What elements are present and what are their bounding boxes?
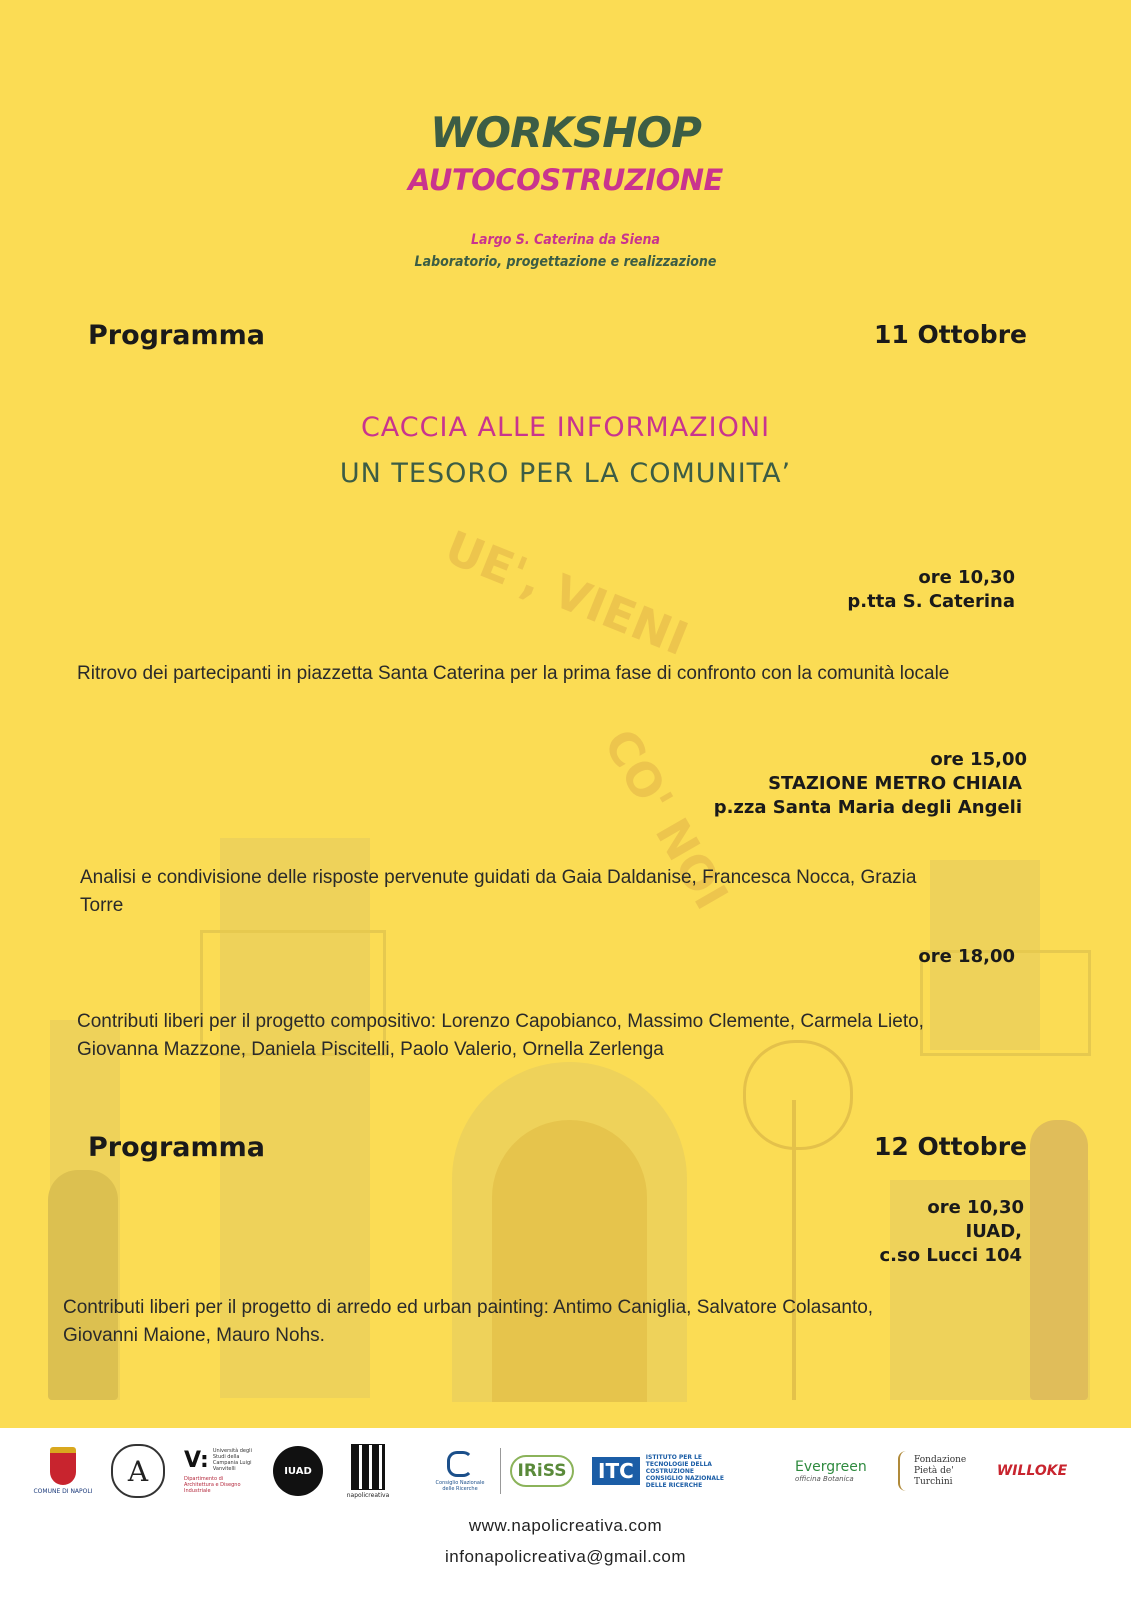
vanvitelli-mark: V: [184,1448,209,1473]
slot1-place: p.tta S. Caterina [847,591,1015,612]
slot2-description: Analisi e condivisione delle risposte pervenute guidati da Gaia Daldanise, Francesca Nocca, Grazia Torre [80,867,917,916]
logo-fondazione [898,1442,994,1500]
itc-text: ISTITUTO PER LE TECNOLOGIE DELLA COSTRUZIONE CONSIGLIO NAZIONALE DELLE RICERCHE [645,1453,724,1489]
fondazione-icon [898,1451,914,1491]
email-link[interactable]: infonapolicreativa@gmail.com [444,1547,687,1566]
day2-slot1-description: Contributi liberi per il progetto di arredo ed urban painting: Antimo Caniglia, Salvatore Colasanto, Giovanni Maione, Mauro Nohs. [63,1297,874,1346]
workshop-location: Largo S. Caterina da Siena [471,232,660,248]
background-sign-pole [792,1100,796,1400]
logo-willoke [996,1442,1068,1500]
slot3-description: Contributi liberi per il progetto compositivo: Lorenzo Capobianco, Massimo Clemente, Carmela Lieto, Giovanna Mazzone, Daniela Piscitelli, Paolo Valerio, Ornella Zerlenga [77,1011,924,1060]
day2-slot1-place2: c.so Lucci 104 [879,1245,1022,1266]
program-label-day2: Programma [88,1132,266,1163]
day2-slot1-time: ore 10,30 [927,1197,1024,1218]
workshop-subtitle: AUTOCOSTRUZIONE [408,163,723,197]
date-day1: 11 Ottobre [873,320,1027,349]
slot3-time: ore 18,00 [918,946,1015,967]
vanvitelli-dept: Dipartimento di Architettura e Disegno Industriale [184,1476,241,1494]
logo-napolicreativa [338,1442,398,1500]
napolicreativa-label: napolicreativa [346,1491,390,1499]
logo-comune-napoli [30,1442,96,1500]
workshop-title: WORKSHOP [430,108,701,157]
cnr-label: Consiglio Nazionale delle Ricerche [435,1479,485,1492]
logo-itc [592,1442,752,1500]
background-figure-right [1030,1120,1088,1400]
date-day2: 12 Ottobre [873,1132,1027,1161]
slot2-place: STAZIONE METRO CHIAIA [768,773,1022,794]
logo-divider [500,1448,501,1494]
logo-accademia [110,1442,166,1500]
iuad-badge [273,1446,323,1496]
logo-vanvitelli [184,1442,262,1500]
logo-iuad [270,1442,326,1500]
cnr-icon [447,1451,473,1477]
logo-irss [510,1442,574,1500]
slot1-description: Ritrovo dei partecipanti in piazzetta Santa Caterina per la prima fase di confronto con la comunità locale [77,663,950,684]
slot2-place2: p.zza Santa Maria degli Angeli [713,797,1022,818]
accademia-seal-icon: A [111,1444,165,1498]
vanvitelli-text: Università degli Studi della Campania Luigi Vanvitelli [212,1448,252,1472]
background-figure-left [48,1170,118,1400]
itc-label: ITC [592,1457,640,1485]
workshop-tagline: Laboratorio, progettazione e realizzazione [414,254,717,270]
willoke-label: WILLOKE [996,1463,1068,1479]
logo-cnr [425,1442,495,1500]
fondazione-label: Fondazione Pietà de' Turchini [914,1454,967,1487]
evergreen-label: Evergreen [795,1459,867,1475]
background-arch-inner [492,1120,647,1402]
logo-evergreen [795,1442,879,1500]
slot2-time: ore 15,00 [930,749,1027,770]
watermark-line1: UE', VIENI [437,520,696,667]
comune-label: COMUNE DI NAPOLI [33,1488,93,1495]
napolicreativa-mark-icon [351,1444,385,1490]
website-link[interactable]: www.napolicreativa.com [468,1516,663,1535]
headline-caccia: CACCIA ALLE INFORMAZIONI [360,412,771,443]
comune-crest-icon [50,1447,76,1485]
watermark-line2: CO' NOI [593,720,739,919]
headline-tesoro: UN TESORO PER LA COMUNITA’ [339,458,792,489]
footer [0,1428,1131,1600]
program-label-day1: Programma [88,320,266,351]
day2-slot1-place: IUAD, [965,1221,1022,1242]
slot1-time: ore 10,30 [918,567,1015,588]
iuad-label: IUAD [284,1465,312,1477]
evergreen-sub: officina Botanica [795,1475,854,1483]
irss-label: IRiSS [510,1455,575,1487]
